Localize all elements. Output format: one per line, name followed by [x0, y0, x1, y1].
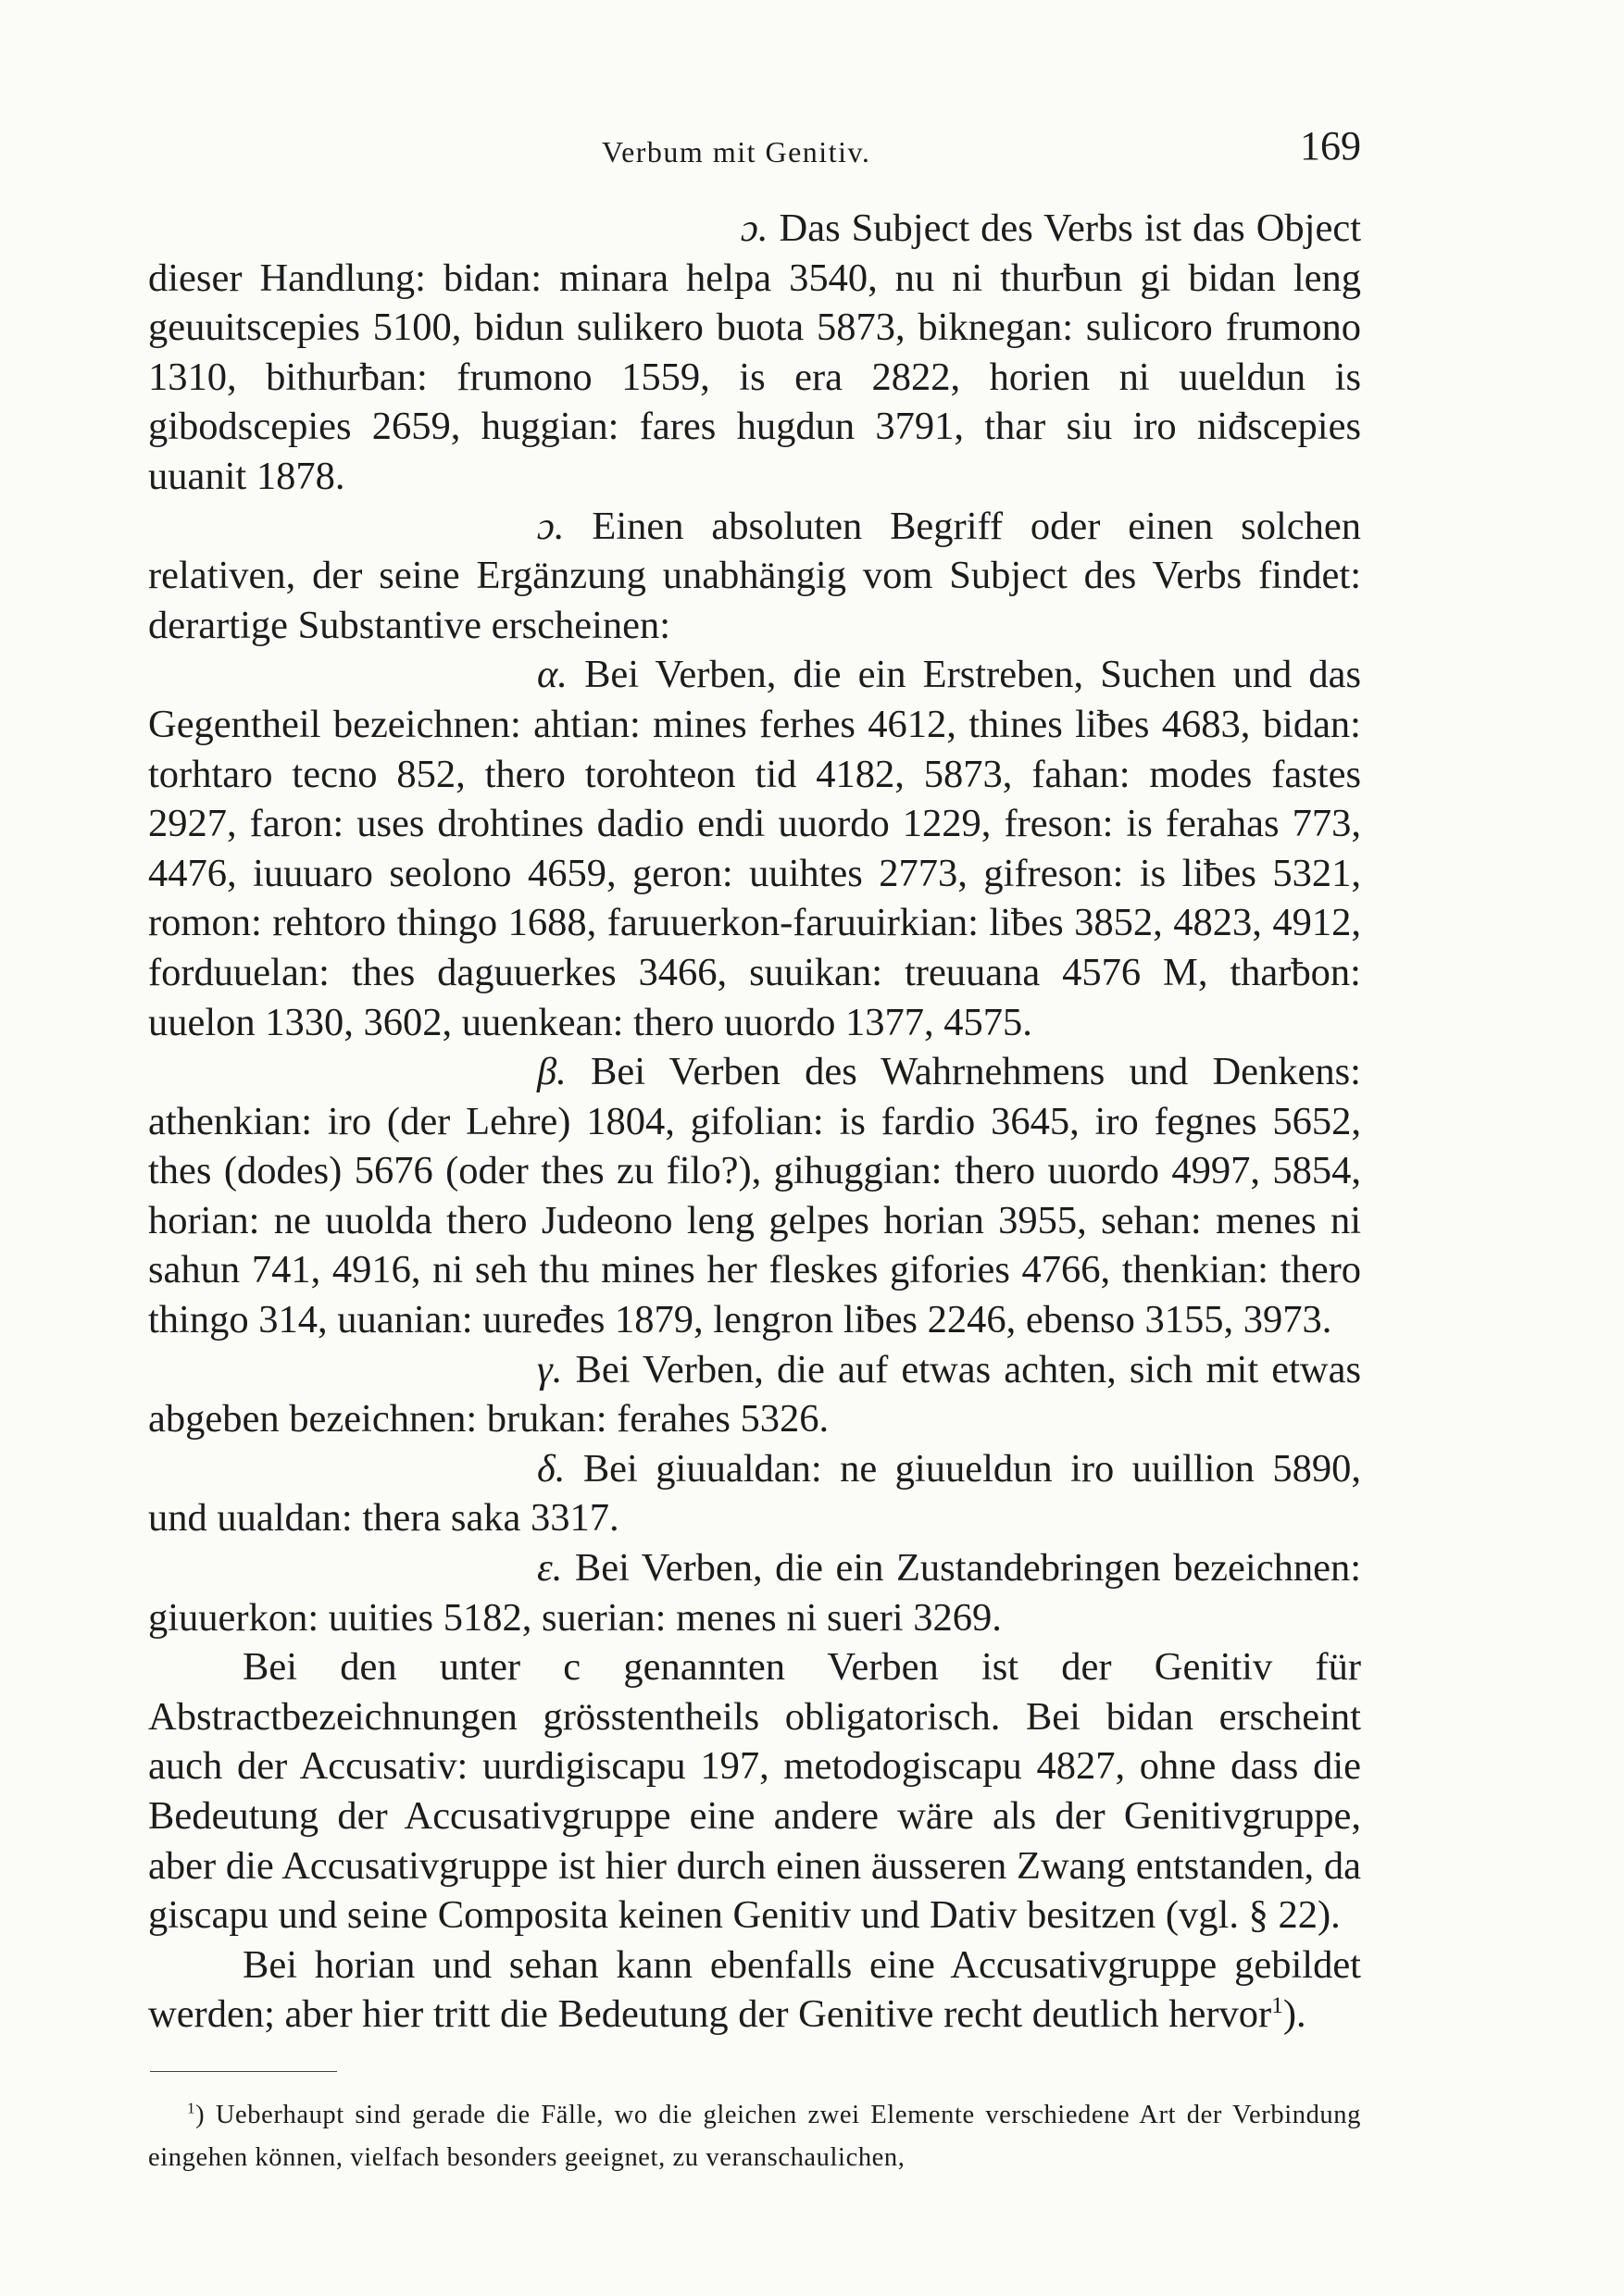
- section-b-label: ɔ.: [741, 206, 768, 250]
- section-alpha: [148, 650, 1361, 1047]
- section-gamma-text: Bei Verben, die auf etwas achten, sich mit etwas abgeben bezeichnen: brukan: ferahes 5326.: [148, 1347, 1362, 1441]
- running-title: Verbum mit Genitiv.: [602, 135, 871, 168]
- section-beta-text: Bei Verben des Wahrnehmens und Denkens: athenkian: iro (der Lehre) 1804, gifolian: is fardio 3645, iro fegnes 5652, thes (dodes) 5676 (oder thes zu filo?), gihuggian: thero uuordo 4997, 5854, horian: ne uuolda thero Judeono leng gelpes horian 3955, sehan: menes ni sahun 741, 4916, ni seh thu mines her fleskes gifories 4766, thenkian: thero thingo 314, uuanian: uuređes 1879, lengron liƀes 2246, ebenso 3155, 3973.: [148, 1050, 1361, 1342]
- page-header: [148, 122, 1361, 178]
- section-epsilon: [148, 1543, 1361, 1642]
- section-alpha-text: Bei Verben, die ein Erstreben, Suchen und das Gegentheil bezeichnen: ahtian: mines ferhes 4612, thines liƀes 4683, bidan: torhtaro tecno 852, thero torohteon tid 4182, 5873, fahan: modes fastes 2927, faron: uses drohtines dadio endi uuordo 1229, freson: is ferahas 773, 4476, iuuuaro seolono 4659, geron: uuihtes 2773, gifreson: is liƀes 5321, romon: rehtoro thingo 1688, faruuerkon-faruuirkian: liƀes 3852, 4823, 4912, forduuelan: thes daguuerkes 3466, suuikan: treuuana 4576 M, tharƀon: uuelon 1330, 3602, uuenkean: thero uuordo 1377, 4575.: [148, 653, 1361, 1044]
- paragraph-2-text: Bei horian und sehan kann ebenfalls eine Accusativgruppe gebildet werden; aber hier tritt die Bedeutung der Genitive recht deutlich hervor: [148, 1942, 1361, 2037]
- section-epsilon-text: Bei Verben, die ein Zustandebringen bezeichnen: giuuerkon: uuities 5182, suerian: menes ni sueri 3269.: [148, 1546, 1361, 1640]
- footnote-mark: 1: [187, 2099, 196, 2117]
- footnote-text: ) Ueberhaupt sind gerade die Fälle, wo die gleichen zwei Elemente verschiedene Art der Verbindung eingehen können, vielfach besonders geeignet, zu veranschaulichen,: [148, 2101, 1361, 2172]
- section-beta: [148, 1047, 1361, 1345]
- section-b-text: Das Subject des Verbs ist das Object dieser Handlung: bidan: minara helpa 3540, nu ni thurƀun gi bidan leng geuuitscepies 5100, bidun sulikero buota 5873, biknegan: sulicoro frumono 1310, bithurƀan: frumono 1559, is era 2822, horien ni uueldun is gibodscepies 2659, huggian: fares hugdun 3791, thar siu iro niđscepies uuanit 1878.: [148, 206, 1362, 498]
- section-delta-text: Bei giuualdan: ne giuueldun iro uuillion 5890, und uualdan: thera saka 3317.: [148, 1446, 1361, 1541]
- section-gamma-label: γ.: [537, 1347, 563, 1391]
- section-epsilon-label: ε.: [537, 1546, 563, 1591]
- footnote-reference: 1: [1271, 1991, 1283, 2019]
- section-c-text: Einen absoluten Begriff oder einen solchen relativen, der seine Ergänzung unabhängig vom Subject des Verbs findet: derartige Substantive erscheinen:: [148, 504, 1361, 647]
- section-c-label: ɔ.: [537, 504, 565, 548]
- paragraph-1: Bei den unter c genannten Verben ist der Genitiv für Abstractbezeichnungen grösstentheils obligatorisch. Bei bidan erscheint auch der Accusativ: uurdigiscapu 197, metodogiscapu 4827, ohne dass die Bedeutung der Accusativgruppe eine andere wäre als der Genitivgruppe, aber die Accusativgruppe ist hier durch einen äusseren Zwang entstanden, da giscapu und seine Composita keinen Genitiv und Dativ besitzen (vgl. § 22).: [148, 1645, 1361, 1938]
- footnote: [148, 2094, 1361, 2179]
- footnote-paragraph: [148, 2094, 1361, 2179]
- section-b: [148, 204, 1361, 502]
- section-delta-label: δ.: [537, 1446, 566, 1491]
- section-c: [148, 502, 1361, 651]
- body-text: [148, 204, 1361, 2040]
- section-gamma: [148, 1345, 1361, 1444]
- footnote-divider: [150, 2071, 337, 2072]
- paragraph-2-end: ).: [1282, 1992, 1306, 2037]
- section-delta: [148, 1444, 1361, 1543]
- page-number: 169: [1300, 123, 1361, 168]
- section-beta-label: β.: [537, 1050, 567, 1094]
- section-alpha-label: α.: [537, 653, 568, 697]
- paragraph-2: [148, 1940, 1361, 2040]
